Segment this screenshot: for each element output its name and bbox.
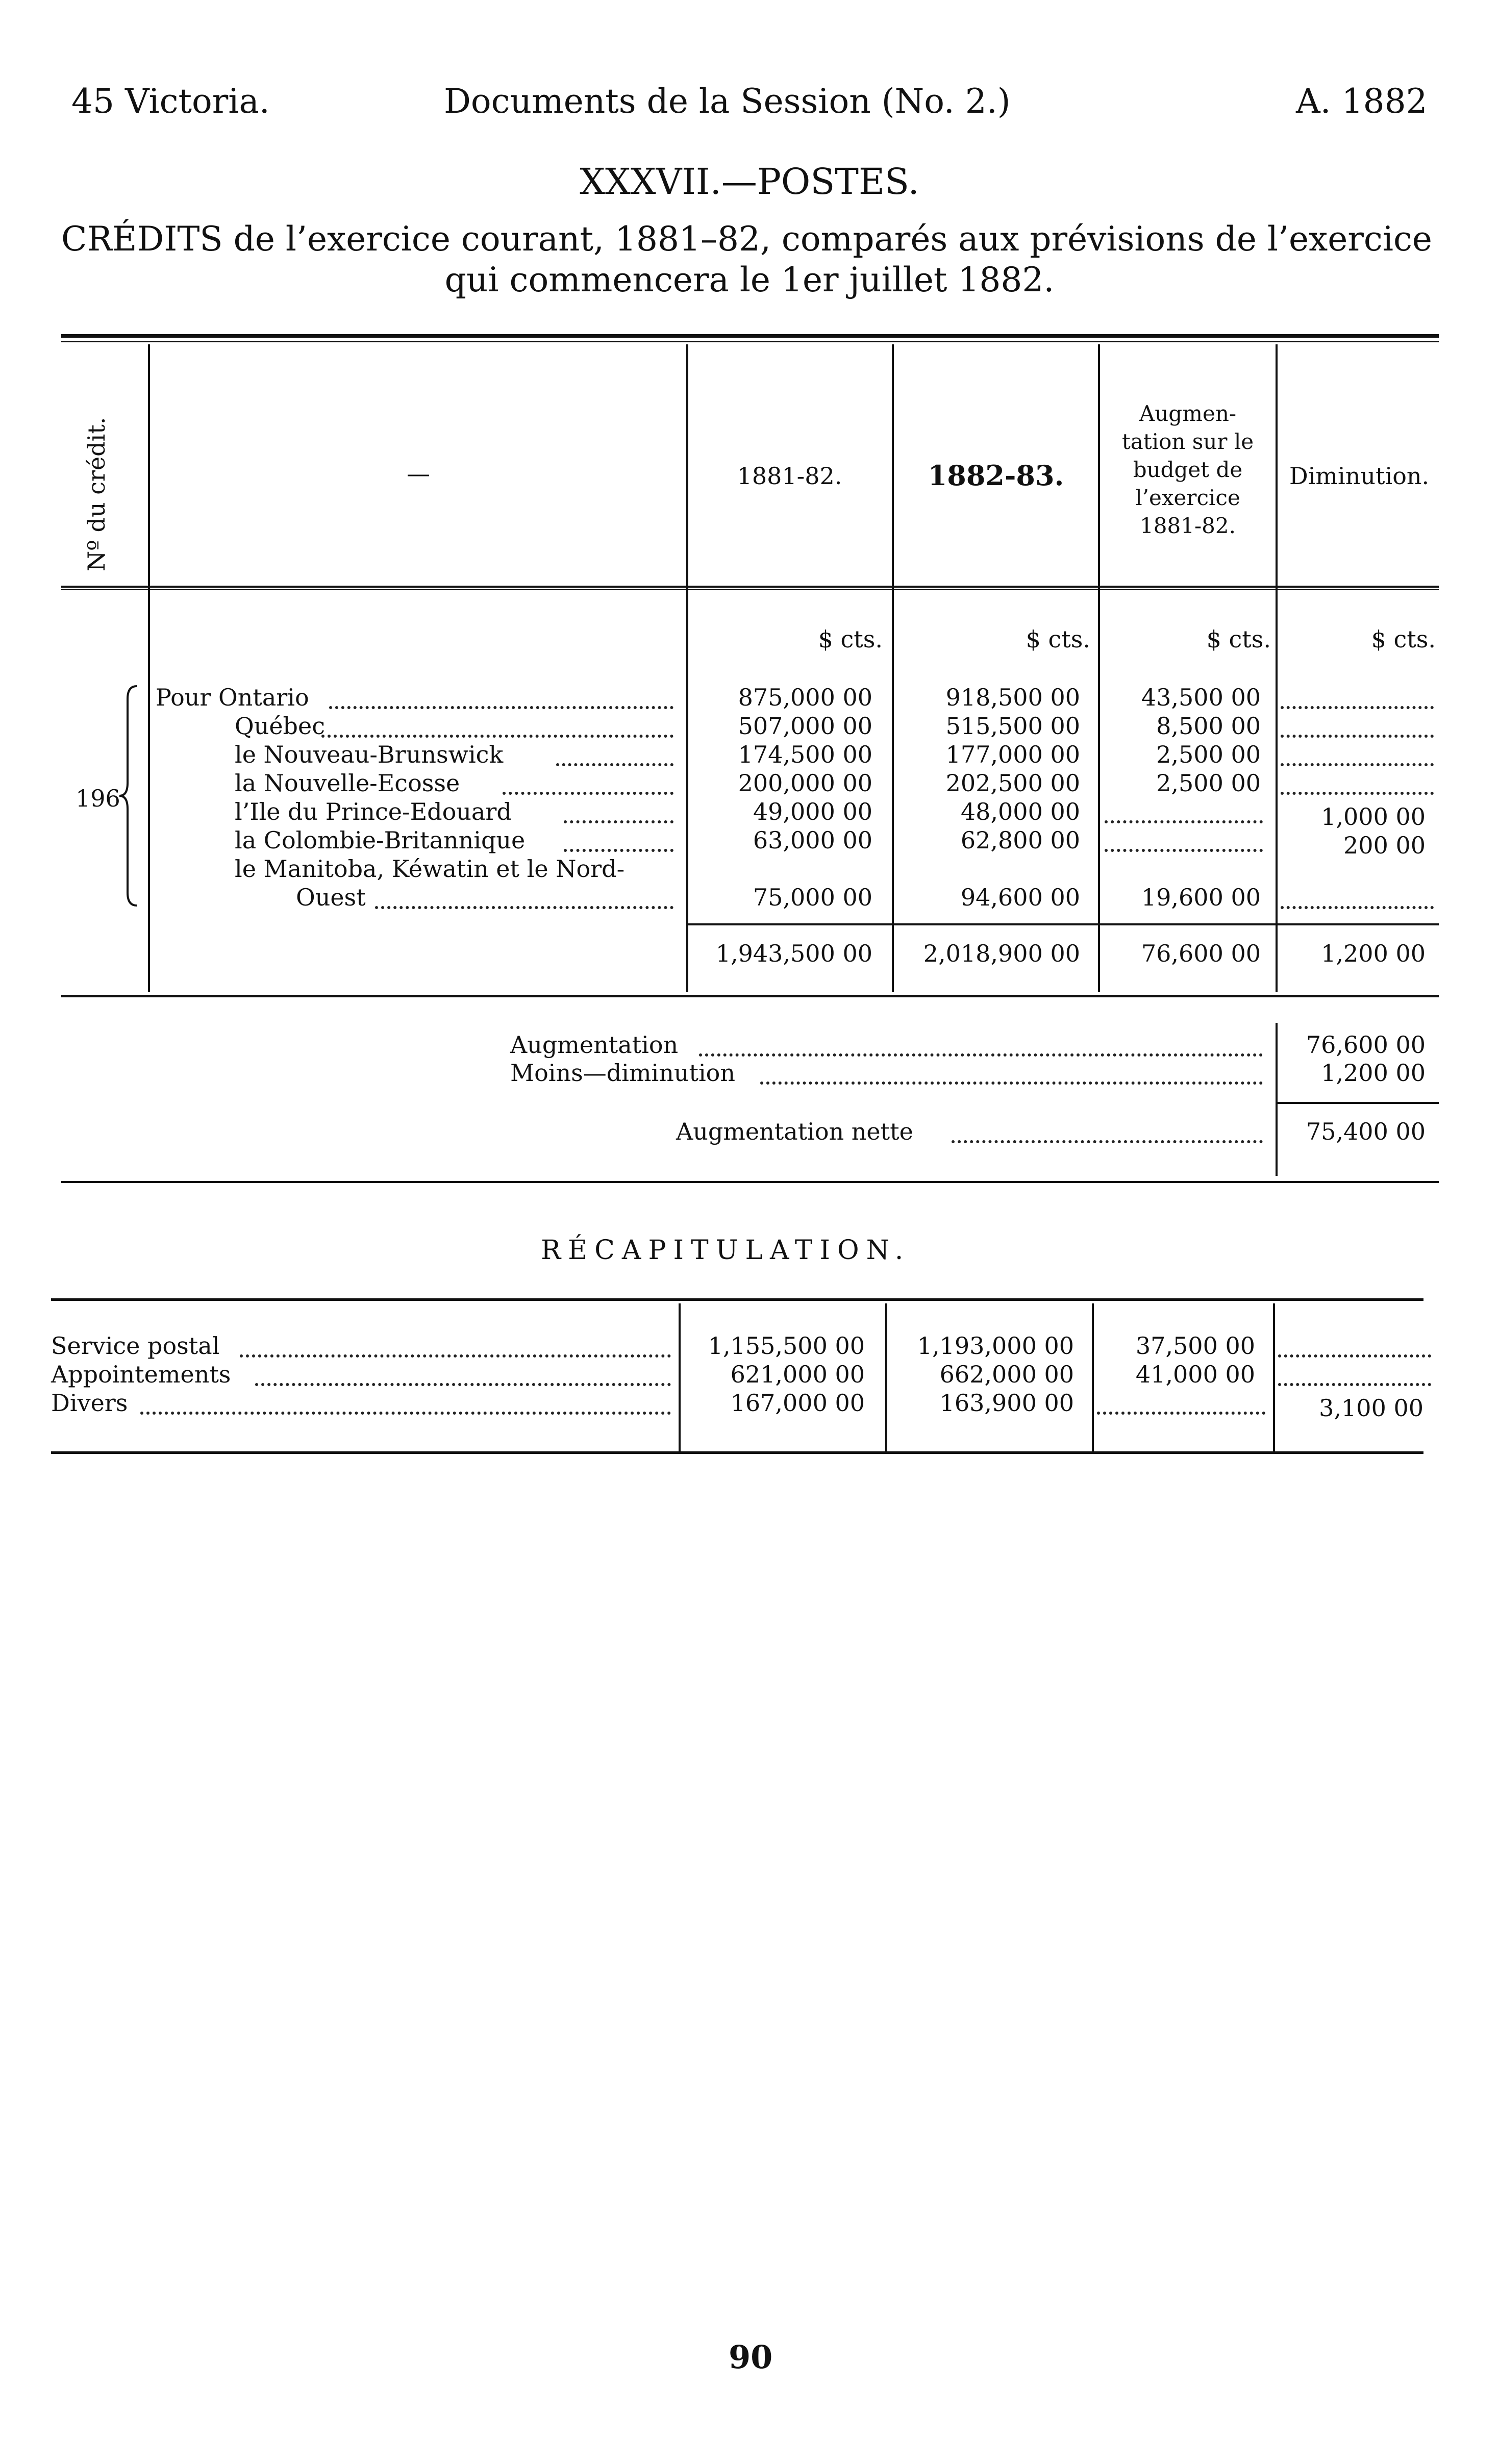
- leader-dots: [952, 1140, 1263, 1143]
- totals-rule: [686, 923, 1439, 925]
- leader-dots: [564, 849, 673, 852]
- total-y1: 1,943,500 00: [715, 940, 872, 967]
- recap-label-appointements: Appointements: [51, 1361, 231, 1388]
- cell-dim: 1,000 00: [1321, 803, 1426, 831]
- leader-dots: [1278, 1383, 1431, 1386]
- summary-augmentation-value: 76,600 00: [1306, 1031, 1426, 1059]
- recap-aug: 41,000 00: [1135, 1361, 1255, 1388]
- row-label-manitoba: le Manitoba, Kéwatin et le Nord-: [235, 855, 625, 883]
- cell-y2: 177,000 00: [945, 741, 1080, 768]
- row-label-manitoba-cont: Ouest: [296, 884, 366, 911]
- col-header-augmentation-2: tation sur le: [1121, 429, 1254, 454]
- recap-divider: [1092, 1303, 1094, 1451]
- leader-dots: [140, 1412, 671, 1415]
- leader-dots: [375, 906, 673, 909]
- recap-title: RÉCAPITULATION.: [541, 1235, 911, 1266]
- col-divider: [686, 344, 688, 992]
- summary-bottom-rule: [61, 1181, 1439, 1183]
- recap-aug: 37,500 00: [1135, 1332, 1255, 1360]
- recap-y2: 163,900 00: [939, 1389, 1074, 1417]
- col-header-desc: —: [407, 460, 430, 487]
- col-header-1882-83: 1882-83.: [928, 459, 1064, 492]
- summary-augmentation-label: Augmentation: [510, 1031, 679, 1059]
- leader-dots: [329, 706, 673, 709]
- leader-dots: [503, 792, 673, 795]
- leader-dots: [1281, 763, 1434, 766]
- row-label-nouveau-brunswick: le Nouveau-Brunswick: [235, 741, 504, 768]
- leader-dots: [321, 735, 673, 738]
- total-aug: 76,600 00: [1141, 940, 1261, 967]
- leader-dots: [1105, 849, 1263, 852]
- subtitle-line-1: CRÉDITS de l’exercice courant, 1881–82, comparés aux prévisions de l’exercice: [61, 219, 1432, 259]
- summary-diminution-value: 1,200 00: [1321, 1059, 1426, 1087]
- col-header-diminution: Diminution.: [1289, 462, 1430, 490]
- col-divider: [148, 344, 150, 992]
- total-y2: 2,018,900 00: [923, 940, 1080, 967]
- recap-y1: 621,000 00: [730, 1361, 865, 1388]
- table-top-rule-thin: [61, 341, 1439, 342]
- leader-dots: [699, 1053, 1263, 1057]
- header-bottom-rule: [61, 586, 1439, 588]
- leader-dots: [1281, 906, 1434, 909]
- summary-net-label: Augmentation nette: [676, 1118, 913, 1145]
- page-number: 90: [729, 2339, 773, 2376]
- recap-label-service-postal: Service postal: [51, 1332, 220, 1360]
- cell-y2: 918,500 00: [945, 684, 1080, 711]
- cell-y2: 48,000 00: [960, 798, 1080, 825]
- cell-y1: 49,000 00: [753, 798, 872, 825]
- recap-dim: 3,100 00: [1319, 1394, 1423, 1422]
- recap-label-divers: Divers: [51, 1389, 128, 1417]
- col-divider: [1276, 344, 1278, 992]
- leader-dots: [240, 1354, 671, 1357]
- total-dim: 1,200 00: [1321, 940, 1426, 967]
- leader-dots: [1278, 1354, 1431, 1357]
- header-center: Documents de la Session (No. 2.): [444, 82, 1011, 121]
- row-label-colombie-britannique: la Colombie-Britannique: [235, 826, 526, 854]
- col-header-1881-82: 1881-82.: [737, 462, 842, 490]
- leader-dots: [255, 1383, 671, 1386]
- recap-y2: 1,193,000 00: [917, 1332, 1074, 1360]
- cell-y1: 200,000 00: [738, 769, 872, 797]
- leader-dots: [1281, 706, 1434, 709]
- cell-aug: 19,600 00: [1141, 884, 1261, 911]
- cell-y1: 63,000 00: [753, 826, 872, 854]
- cell-y1: 75,000 00: [753, 884, 872, 911]
- cell-y2: 202,500 00: [945, 769, 1080, 797]
- cell-y2: 62,800 00: [960, 826, 1080, 854]
- col-header-augmentation-1: Augmen-: [1139, 401, 1237, 426]
- row-brace: [116, 684, 142, 908]
- recap-divider: [1273, 1303, 1275, 1451]
- leader-dots: [564, 820, 673, 823]
- unit-dim: $ cts.: [1371, 625, 1436, 653]
- header-right: A. 1882: [1296, 82, 1428, 121]
- row-label-quebec: Québec: [235, 712, 325, 740]
- row-label-ile-prince-edouard: l’Ile du Prince-Edouard: [235, 798, 512, 825]
- cell-y2: 515,500 00: [945, 712, 1080, 740]
- recap-y1: 167,000 00: [730, 1389, 865, 1417]
- cell-y2: 94,600 00: [960, 884, 1080, 911]
- cell-aug: 2,500 00: [1156, 741, 1261, 768]
- cell-dim: 200 00: [1343, 832, 1426, 859]
- cell-aug: 8,500 00: [1156, 712, 1261, 740]
- cell-y1: 174,500 00: [738, 741, 872, 768]
- col-header-augmentation-4: l’exercice: [1135, 485, 1240, 510]
- subtitle-line-2: qui commencera le 1er juillet 1882.: [444, 260, 1055, 299]
- header-bottom-rule-thin: [61, 589, 1439, 590]
- leader-dots: [1105, 820, 1263, 823]
- leader-dots: [556, 763, 673, 766]
- cell-aug: 43,500 00: [1141, 684, 1261, 711]
- credit-number: 196: [76, 785, 120, 812]
- summary-diminution-label: Moins—diminution: [510, 1059, 735, 1087]
- cell-y1: 507,000 00: [738, 712, 872, 740]
- unit-aug: $ cts.: [1206, 625, 1271, 653]
- unit-y2: $ cts.: [1026, 625, 1090, 653]
- col-header-augmentation-5: 1881-82.: [1140, 513, 1236, 538]
- unit-y1: $ cts.: [818, 625, 883, 653]
- recap-top-rule: [51, 1298, 1423, 1301]
- recap-divider: [679, 1303, 681, 1451]
- recap-divider: [885, 1303, 887, 1451]
- row-label-nouvelle-ecosse: la Nouvelle-Ecosse: [235, 769, 460, 797]
- cell-y1: 875,000 00: [738, 684, 872, 711]
- row-label-ontario: Pour Ontario: [156, 684, 309, 711]
- col-header-augmentation-3: budget de: [1133, 457, 1243, 482]
- recap-y2: 662,000 00: [939, 1361, 1074, 1388]
- page-title: XXXVII.—POSTES.: [580, 161, 919, 203]
- recap-y1: 1,155,500 00: [708, 1332, 865, 1360]
- summary-rule: [1276, 1102, 1439, 1104]
- summary-net-value: 75,400 00: [1306, 1118, 1426, 1145]
- recap-bottom-rule: [51, 1451, 1423, 1454]
- leader-dots: [1281, 792, 1434, 795]
- table-top-rule: [61, 334, 1439, 338]
- col-header-credit-no: Nº du crédit.: [83, 417, 110, 571]
- header-left: 45 Victoria.: [71, 82, 270, 121]
- leader-dots: [760, 1082, 1263, 1085]
- leader-dots: [1097, 1412, 1265, 1415]
- cell-aug: 2,500 00: [1156, 769, 1261, 797]
- table-bottom-rule: [61, 995, 1439, 997]
- leader-dots: [1281, 735, 1434, 738]
